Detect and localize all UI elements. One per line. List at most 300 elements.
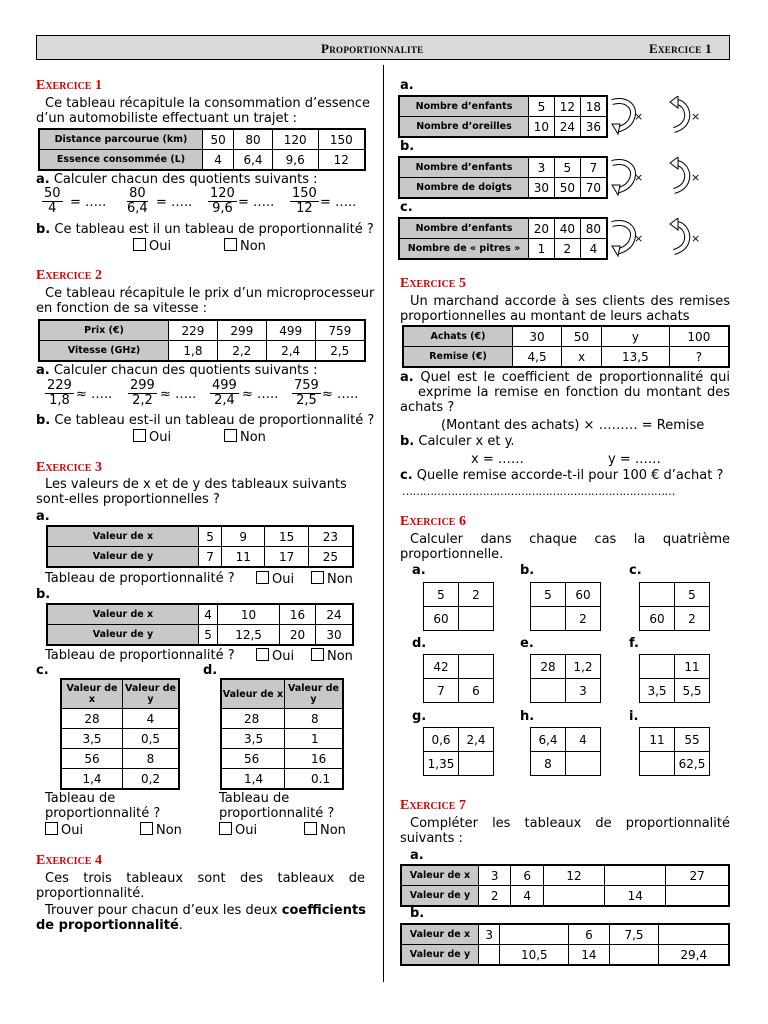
table-cell: 150 [318,129,365,150]
table-cell: 3 [479,865,511,886]
proportion-grid [530,582,601,631]
proportion-grid [530,727,601,776]
grid-letter: i. [629,709,639,724]
grid-cell: 5,5 [675,679,710,703]
checkbox[interactable] [311,648,324,661]
question-letter: b. [400,434,415,449]
non-option[interactable] [140,822,182,838]
table-cell: 1,4 [221,769,285,790]
times-sign: × [634,110,644,123]
table-cell: 2 [479,886,511,907]
numerator: 759 [294,378,319,393]
ex3-title: Exercice 3 [36,460,102,475]
table-cell[interactable] [659,924,729,945]
times-sign: × [691,232,701,245]
ex5-question-b [400,434,515,449]
ex4-line3-bold: coefficients [281,903,366,918]
ex5-table [402,325,730,368]
question-text: Quel est le coefficient de proportionnalité qui [420,370,730,385]
ex1-table [38,128,366,171]
ex4-c-letter: c. [400,200,413,215]
grid-cell: 28 [531,655,566,679]
table-cell: 100 [669,326,729,347]
row2-label: Nombre de doigts [399,178,529,199]
x-header: Valeur de x [221,679,285,709]
table-cell: 9,6 [272,150,318,171]
ex3-d-letter: d. [203,663,218,678]
table-cell: 759 [315,320,365,341]
non-label: Non [240,239,266,254]
checkbox[interactable] [311,571,324,584]
ex2-title: Exercice 2 [36,268,102,283]
non-option[interactable] [224,429,266,445]
ex1-question-b [36,222,374,237]
oui-label: Oui [272,649,295,664]
row1-label: Nombre d’enfants [399,218,529,239]
table-cell[interactable] [479,945,500,966]
non-label: Non [240,430,266,445]
table-cell: 6 [511,865,543,886]
answer-blank[interactable]: = ….. [320,195,357,210]
ex2-table [38,319,366,362]
table-cell: 10 [218,604,280,625]
ex1-row1-label: Distance parcourue (km) [39,129,203,150]
table-cell: 4,5 [513,347,562,368]
ex2-row1-label: Prix (€) [39,320,169,341]
table-cell: 23 [308,526,353,547]
question-text: Ce tableau est il un tableau de proportionnalité ? [54,222,374,237]
ex3-b-letter: b. [36,587,51,602]
denominator: 2,4 [214,393,235,408]
non-option[interactable] [224,238,266,254]
row1-label: Achats (€) [403,326,513,347]
ex2-intro-line2: en fonction de sa vitesse : [36,301,208,316]
y-label: Valeur de y [401,945,479,966]
table-cell: 30 [513,326,562,347]
ex5-intro-line2: proportionnelles au montant de leurs achats [400,309,690,324]
table-cell: 4 [203,150,234,171]
question-text: Calculer chacun des quotients suivants : [53,172,318,187]
ex2-row2-label: Vitesse (GHz) [39,341,169,362]
table-cell: 1 [285,729,344,749]
x-label: Valeur de x [401,865,479,886]
x-label: Valeur de x [47,526,199,547]
x-answer[interactable]: x = …… [471,452,524,467]
table-cell: 4 [199,604,218,625]
table-cell: 5 [199,526,222,547]
table-cell: 50 [562,326,602,347]
grid-cell: 4 [566,728,601,752]
oui-option[interactable] [256,648,294,664]
answer-dots[interactable]: …………………………………………………………………… [402,485,675,498]
grid-letter: f. [629,636,639,651]
grid-cell: 2 [459,583,494,607]
table-cell[interactable] [605,865,666,886]
non-label: Non [327,572,353,587]
checkbox[interactable] [304,822,317,835]
grid-letter: c. [629,563,642,578]
grid-letter: a. [412,563,426,578]
proportion-grid [639,727,710,776]
table-cell: 7 [199,547,222,568]
ex1-row2-label: Essence consommée (L) [39,150,203,171]
table-cell[interactable] [543,886,604,907]
answer-blank[interactable]: ≈ ….. [76,387,113,402]
denominator: 2,2 [132,393,153,408]
answer-blank[interactable]: ≈ ….. [242,387,279,402]
grid-cell[interactable] [459,607,494,631]
ex3-d-table [220,678,344,790]
denominator: 9,6 [212,201,233,216]
row1-label: Nombre d’enfants [399,157,529,178]
table-cell: 12,5 [218,625,280,646]
answer-blank[interactable]: = ….. [238,195,275,210]
oui-label: Oui [272,572,295,587]
table-cell: 56 [61,749,123,769]
table-cell: 13,5 [601,347,669,368]
ex2-question-b [36,413,374,428]
table-cell: y [601,326,669,347]
y-label: Valeur de y [401,886,479,907]
grid-cell: 42 [424,655,459,679]
ex4-line4-bold: de proportionnalité [36,918,179,933]
proportion-grid [639,582,710,631]
table-cell[interactable] [500,924,569,945]
non-label: Non [327,649,353,664]
fraction [208,187,237,216]
grid-cell[interactable] [640,752,675,776]
checkbox[interactable] [133,429,146,442]
question-text: Calculer x et y. [418,434,515,449]
table-cell: 5 [554,157,580,178]
table-cell: 8 [123,749,180,769]
proportion-grid [423,654,494,703]
grid-letter: g. [412,709,427,724]
ex7-a-letter: a. [410,848,424,863]
fraction [128,379,157,408]
ex7-title: Exercice 7 [400,798,466,813]
question-letter: c. [400,468,413,483]
table-cell: 3,5 [221,729,285,749]
grid-cell: 8 [531,752,566,776]
table-cell: 27 [666,865,729,886]
grid-cell: 60 [424,607,459,631]
ex5-question-c [400,468,723,483]
grid-cell: 55 [675,728,710,752]
table-cell: 8 [285,709,344,729]
table-cell: ? [669,347,729,368]
table-cell: 2,4 [266,341,315,362]
grid-cell[interactable] [640,583,675,607]
table-cell: 17 [265,547,308,568]
denominator: 12 [296,201,313,216]
table-cell: 6,4 [234,150,273,171]
ex3-d-question-l2: proportionnalité ? [219,806,335,821]
grid-cell[interactable] [459,752,494,776]
ex3-b-question: Tableau de proportionnalité ? [45,648,235,663]
grid-cell[interactable] [531,607,566,631]
table-cell: 4 [511,886,543,907]
ex4-line2: proportionnalité. [36,886,145,901]
ex3-c-letter: c. [36,663,49,678]
table-cell: 12 [554,96,580,117]
grid-cell: 5 [424,583,459,607]
row2-label: Nombre de « pitres » [399,239,529,260]
y-answer[interactable]: y = …… [608,452,661,467]
oui-label: Oui [149,239,172,254]
table-cell: 9 [222,526,265,547]
non-label: Non [156,823,182,838]
x-label: Valeur de x [401,924,479,945]
grid-cell: 11 [675,655,710,679]
grid-cell: 2,4 [459,728,494,752]
oui-option[interactable] [45,822,83,838]
ex3-b-table [46,603,354,646]
grid-cell: 1,2 [566,655,601,679]
table-cell: 15 [265,526,308,547]
y-label: Valeur de y [47,547,199,568]
ex7-intro-line2: suivants : [400,831,463,846]
table-cell: 14 [605,886,666,907]
ex6-intro-line1: Calculer dans chaque cas la quatrième [410,532,730,547]
table-cell: 80 [234,129,273,150]
numerator: 299 [130,378,155,393]
proportion-grid [423,582,494,631]
answer-blank[interactable]: = ….. [156,195,193,210]
table-cell: 50 [203,129,234,150]
times-sign: × [634,232,644,245]
ex7-a-table [400,864,730,907]
non-option[interactable] [311,571,353,587]
ex5-question-a-line2: exprime la remise en fonction du montant des [418,385,730,400]
non-option[interactable] [311,648,353,664]
ex4-c-table [398,217,608,260]
table-cell: 12 [543,865,604,886]
oui-label: Oui [235,823,258,838]
numerator: 120 [210,186,235,201]
numerator: 229 [47,378,72,393]
ex3-a-letter: a. [36,509,50,524]
table-cell: 16 [279,604,315,625]
curved-arrow-down-icon [610,157,650,197]
denominator: 6,4 [127,201,148,216]
table-cell: 25 [308,547,353,568]
non-option[interactable] [304,822,346,838]
grid-cell[interactable] [459,655,494,679]
ex5-title: Exercice 5 [400,276,466,291]
question-text: Ce tableau est-il un tableau de proportionnalité ? [54,413,375,428]
curved-arrow-down-icon [610,96,650,136]
table-cell: 4 [580,239,607,260]
ex3-intro-line1: Les valeurs de x et de y des tableaux suivants [45,477,347,492]
ex1-question-a [36,172,318,187]
grid-cell: 7 [424,679,459,703]
ex7-b-table [400,923,730,966]
x-header: Valeur de x [61,679,123,709]
non-label: Non [320,823,346,838]
table-cell: 0,5 [123,729,180,749]
grid-cell: 2 [566,607,601,631]
checkbox[interactable] [256,571,269,584]
grid-cell[interactable] [640,655,675,679]
answer-blank[interactable]: ≈ ….. [322,387,359,402]
x-label: Valeur de x [47,604,199,625]
grid-letter: h. [520,709,535,724]
ex1-intro-line1: Ce tableau récapitule la consommation d’essence [45,96,370,111]
ex4-a-letter: a. [400,78,414,93]
table-cell: 24 [316,604,353,625]
grid-cell: 5 [531,583,566,607]
ex4-line3-text: Trouver pour chacun d’eux les deux [45,903,282,918]
answer-blank[interactable]: ≈ ….. [160,387,197,402]
grid-cell: 60 [566,583,601,607]
y-label: Valeur de y [47,625,199,646]
table-cell: 5 [199,625,218,646]
oui-option[interactable] [133,429,171,445]
ex4-b-table [398,156,608,199]
numerator: 150 [292,186,317,201]
table-cell: 4 [123,709,180,729]
grid-cell[interactable] [566,752,601,776]
grid-letter: d. [412,636,427,651]
table-cell: 499 [266,320,315,341]
ex6-title: Exercice 6 [400,514,466,529]
table-cell: 28 [61,709,123,729]
page-title: Proportionnalite [321,41,424,56]
question-letter: b. [36,222,51,237]
table-cell: 6 [569,924,609,945]
ex7-intro-line1: Compléter les tableaux de proportionnalité [410,816,730,831]
checkbox[interactable] [45,822,58,835]
ex3-a-table [46,525,354,568]
proportion-grid [423,727,494,776]
table-cell[interactable] [666,886,729,907]
fraction [210,379,239,408]
checkbox[interactable] [219,822,232,835]
grid-cell: 6,4 [531,728,566,752]
checkbox[interactable] [256,648,269,661]
table-cell: 20 [279,625,315,646]
grid-cell: 11 [640,728,675,752]
table-cell: 7 [580,157,607,178]
question-letter: a. [36,363,50,378]
ex5-formula[interactable]: (Montant des achats) × ……… = Remise [441,418,705,433]
question-letter: b. [36,413,51,428]
table-cell: 10 [529,117,555,138]
table-cell: 29,4 [659,945,729,966]
question-letter: a. [36,172,50,187]
table-cell: 0,2 [123,769,180,790]
proportion-grid [530,654,601,703]
ex4-a-table [398,95,608,138]
ex3-intro-line2: sont-elles proportionnelles ? [36,492,220,507]
table-cell: 1,8 [169,341,218,362]
checkbox[interactable] [224,429,237,442]
table-cell: 11 [222,547,265,568]
table-cell: 50 [554,178,580,199]
grid-cell: 6 [459,679,494,703]
table-cell: 1,4 [61,769,123,790]
table-cell: 36 [580,117,607,138]
table-cell[interactable] [609,945,659,966]
oui-label: Oui [149,430,172,445]
ex7-b-letter: b. [410,906,425,921]
oui-option[interactable] [256,571,294,587]
ex2-question-a [36,363,318,378]
ex1-intro-line2: d’un automobiliste effectuant un trajet : [36,111,298,126]
table-cell: 16 [285,749,344,769]
oui-label: Oui [61,823,84,838]
table-cell: 80 [580,218,607,239]
table-cell: 5 [529,96,555,117]
ex5-question-a-line1 [400,370,730,385]
numerator: 499 [212,378,237,393]
grid-cell: 5 [675,583,710,607]
question-letter: a. [400,370,414,385]
y-header: Valeur de y [123,679,180,709]
table-cell: 12 [318,150,365,171]
table-cell: 3,5 [61,729,123,749]
ex2-intro-line1: Ce tableau récapitule le prix d’un microprocesseur [45,286,375,301]
table-cell: 1 [529,239,555,260]
row2-label: Remise (€) [403,347,513,368]
checkbox[interactable] [224,238,237,251]
oui-option[interactable] [133,238,171,254]
times-sign: × [691,171,701,184]
table-cell: 3 [529,157,555,178]
table-cell: 3 [479,924,500,945]
table-cell: 299 [217,320,266,341]
table-cell: x [562,347,602,368]
column-divider [383,65,384,982]
table-cell: 14 [569,945,609,966]
checkbox[interactable] [133,238,146,251]
grid-cell: 3 [566,679,601,703]
ex3-a-question: Tableau de proportionnalité ? [45,571,235,586]
table-cell: 2 [554,239,580,260]
ex4-b-letter: b. [400,139,415,154]
ex4-line1: Ces trois tableaux sont des tableaux de [45,871,365,886]
grid-cell: 60 [640,607,675,631]
grid-cell[interactable] [531,679,566,703]
table-cell: 70 [580,178,607,199]
table-cell: 2,5 [315,341,365,362]
denominator: 2,5 [296,393,317,408]
grid-letter: e. [520,636,534,651]
ex4-line3 [45,903,366,918]
times-sign: × [634,171,644,184]
answer-blank[interactable]: = ….. [70,195,107,210]
checkbox[interactable] [140,822,153,835]
numerator: 50 [44,186,61,201]
ex4-line4 [36,918,183,933]
ex6-intro-line2: proportionnelle. [400,547,504,562]
table-cell: 40 [554,218,580,239]
ex3-d-question-l1: Tableau de [219,791,290,806]
table-cell: 30 [529,178,555,199]
grid-cell: 2 [675,607,710,631]
fraction [290,187,319,216]
table-cell: 18 [580,96,607,117]
ex3-c-question-l2: proportionnalité ? [45,806,161,821]
ex1-title: Exercice 1 [36,78,102,93]
question-text: Quelle remise accorde-t-il pour 100 € d’achat ? [416,468,724,483]
table-cell: 24 [554,117,580,138]
denominator: 4 [48,201,57,216]
page-header [36,35,730,60]
oui-option[interactable] [219,822,257,838]
fraction [45,379,74,408]
